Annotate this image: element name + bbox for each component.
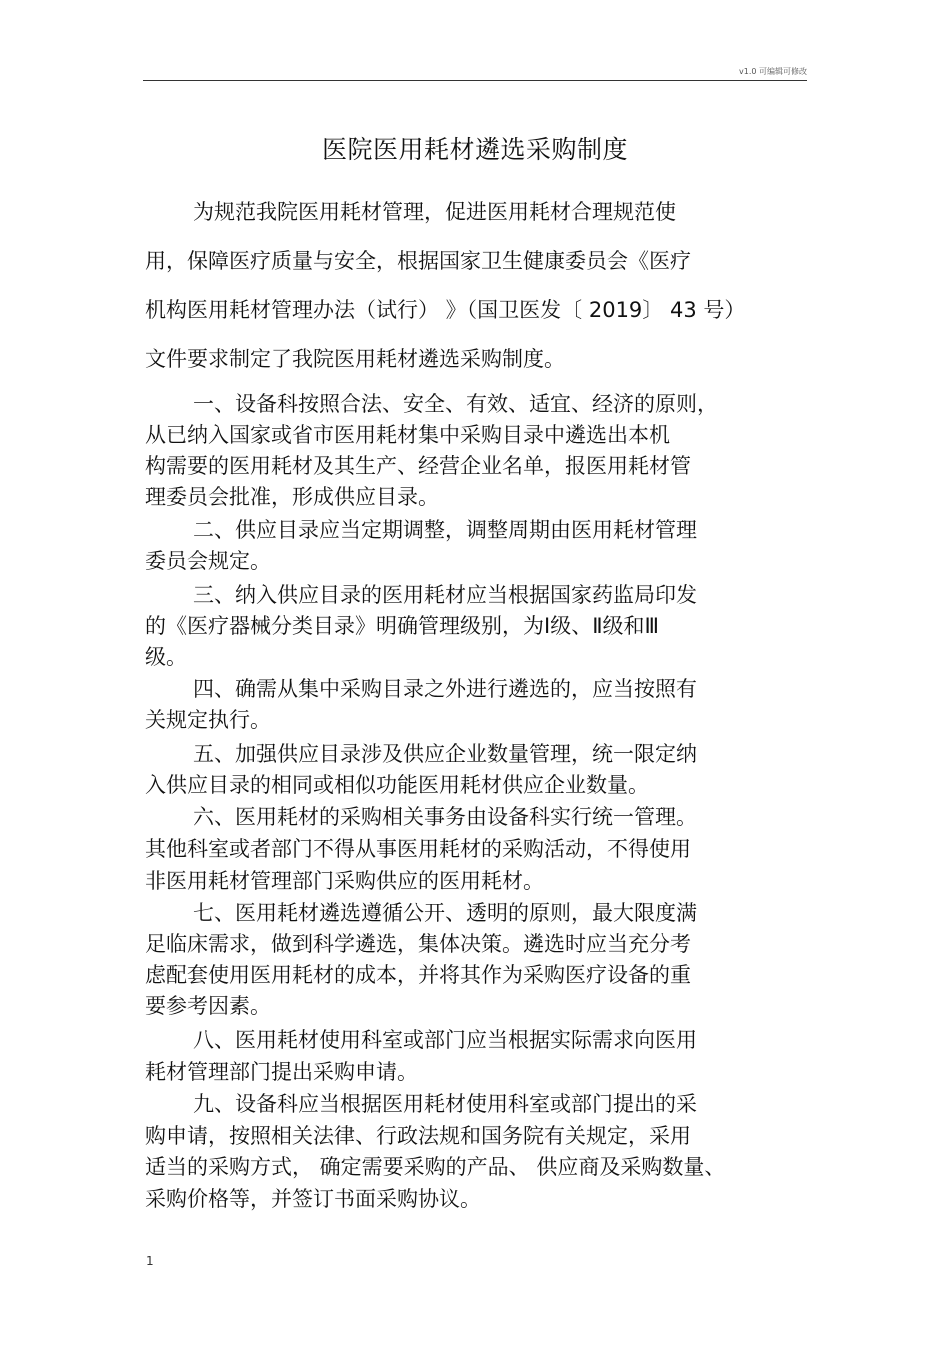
clause-6-line: 其他科室或者部门不得从事医用耗材的采购活动，不得使用	[145, 837, 691, 861]
intro-line: 为规范我院医用耗材管理，促进医用耗材合理规范使	[193, 200, 676, 224]
clause-2-line: 二、供应目录应当定期调整，调整周期由医用耗材管理	[193, 518, 697, 542]
clause-3-line: 级。	[145, 645, 187, 669]
clause-9-line: 适当的采购方式， 确定需要采购的产品、 供应商及采购数量、	[145, 1155, 726, 1179]
clause-8-line: 八、医用耗材使用科室或部门应当根据实际需求向医用	[193, 1028, 697, 1052]
clause-2-line: 委员会规定。	[145, 549, 271, 573]
intro-line: 机构医用耗材管理办法（试行） 》（国卫医发〔 2019〕 43 号）	[145, 298, 746, 322]
clause-1-line: 理委员会批准，形成供应目录。	[145, 485, 439, 509]
clause-5-line: 五、加强供应目录涉及供应企业数量管理，统一限定纳	[193, 742, 697, 766]
clause-4-line: 四、确需从集中采购目录之外进行遴选的，应当按照有	[193, 677, 697, 701]
clause-7-line: 虑配套使用医用耗材的成本，并将其作为采购医疗设备的重	[145, 963, 691, 987]
clause-3-line: 三、纳入供应目录的医用耗材应当根据国家药监局印发	[193, 583, 697, 607]
clause-6-line: 非医用耗材管理部门采购供应的医用耗材。	[145, 869, 544, 893]
page-number: 1	[146, 1254, 154, 1268]
clause-1-line: 构需要的医用耗材及其生产、经营企业名单，报医用耗材管	[145, 454, 691, 478]
clause-3-line: 的《医疗器械分类目录》明确管理级别，为Ⅰ级、Ⅱ级和Ⅲ	[145, 614, 660, 638]
clause-9-line: 采购价格等，并签订书面采购协议。	[145, 1187, 481, 1211]
clause-4-line: 关规定执行。	[145, 708, 271, 732]
clause-6-line: 六、医用耗材的采购相关事务由设备科实行统一管理。	[193, 805, 697, 829]
intro-line: 用，保障医疗质量与安全，根据国家卫生健康委员会《医疗	[145, 249, 691, 273]
header-divider	[143, 80, 807, 81]
clause-1-line: 从已纳入国家或省市医用耗材集中采购目录中遴选出本机	[145, 423, 670, 447]
clause-7-line: 要参考因素。	[145, 994, 271, 1018]
clause-5-line: 入供应目录的相同或相似功能医用耗材供应企业数量。	[145, 773, 649, 797]
clause-9-line: 九、设备科应当根据医用耗材使用科室或部门提出的采	[193, 1092, 697, 1116]
page-title: 医院医用耗材遴选采购制度	[321, 135, 628, 164]
clause-1-line: 一、设备科按照合法、安全、有效、适宜、经济的原则，	[193, 392, 718, 416]
clause-7-line: 七、医用耗材遴选遵循公开、透明的原则，最大限度满	[193, 901, 697, 925]
intro-line: 文件要求制定了我院医用耗材遴选采购制度。	[145, 347, 565, 371]
clause-8-line: 耗材管理部门提出采购申请。	[145, 1060, 418, 1084]
clause-9-line: 购申请，按照相关法律、行政法规和国务院有关规定，采用	[145, 1124, 691, 1148]
header-version-note: v1.0 可编辑可修改	[739, 67, 807, 76]
clause-7-line: 足临床需求，做到科学遴选，集体决策。遴选时应当充分考	[145, 932, 691, 956]
